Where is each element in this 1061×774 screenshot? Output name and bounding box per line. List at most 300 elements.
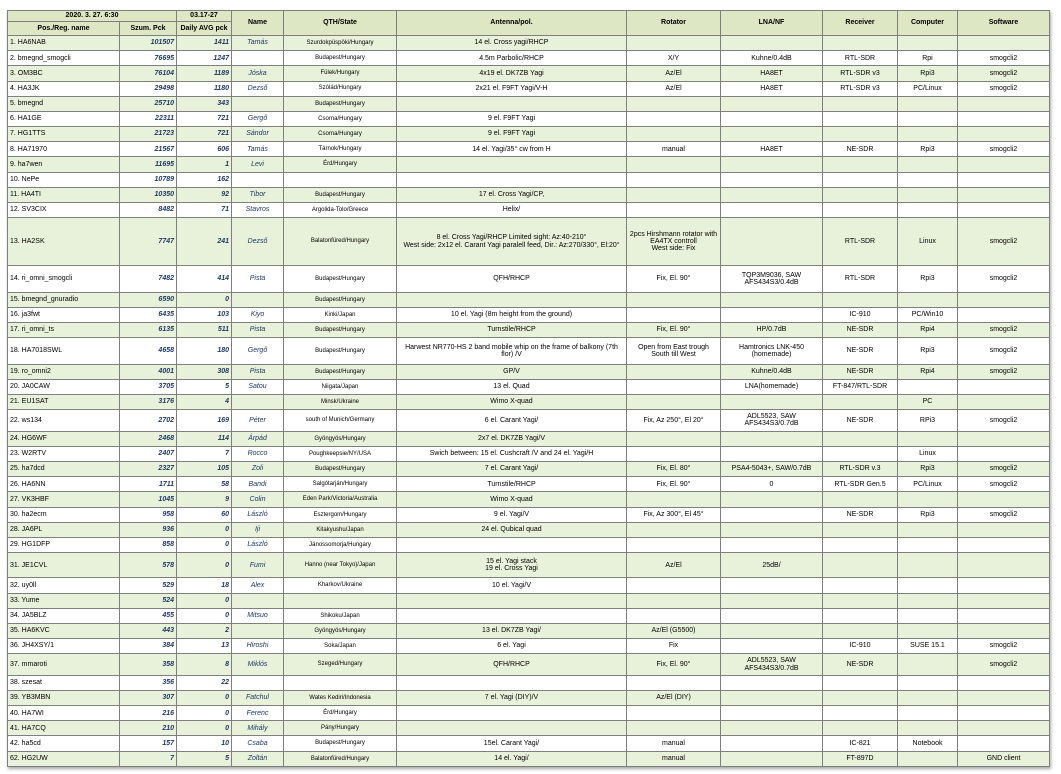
- cell-receiver: [823, 492, 898, 507]
- cell-rotator: Fix, Az 300°, El 45°: [627, 507, 721, 522]
- cell-lna: Kuhne/0.4dB: [721, 364, 823, 379]
- col-rotator: Rotator: [627, 11, 721, 36]
- cell-pos: 26. HA6NN: [8, 477, 120, 492]
- cell-computer: RPi3: [898, 410, 958, 432]
- cell-lna: [721, 292, 823, 307]
- table-row: [8, 706, 1050, 721]
- cell-software: [958, 395, 1050, 410]
- cell-software: [958, 492, 1050, 507]
- cell-daily-avg: 103: [177, 307, 232, 322]
- cell-computer: [898, 553, 958, 578]
- cell-receiver: [823, 292, 898, 307]
- cell-rotator: Az/El: [627, 553, 721, 578]
- cell-receiver: RTL-SDR: [823, 218, 898, 266]
- cell-software: smogcli2: [958, 51, 1050, 66]
- table-row: [8, 608, 1050, 623]
- cell-receiver: NE-SDR: [823, 507, 898, 522]
- cell-receiver: NE-SDR: [823, 410, 898, 432]
- table-row: [8, 654, 1050, 676]
- table-row: [8, 202, 1050, 217]
- cell-daily-avg: 1180: [177, 81, 232, 96]
- cell-computer: [898, 379, 958, 394]
- table-body: [8, 36, 1050, 767]
- cell-lna: HA8ET: [721, 142, 823, 157]
- cell-daily-avg: 2: [177, 623, 232, 638]
- cell-lna: PSA4-5043+, SAW/0.7dB: [721, 462, 823, 477]
- cell-szum-pck: 3705: [120, 379, 177, 394]
- cell-receiver: [823, 446, 898, 461]
- cell-name: Colin: [232, 492, 284, 507]
- cell-pos: 20. JA0CAW: [8, 379, 120, 394]
- cell-software: [958, 172, 1050, 187]
- table-row: [8, 690, 1050, 705]
- cell-qth: Fülek/Hungary: [284, 66, 397, 81]
- cell-rotator: [627, 578, 721, 593]
- cell-szum-pck: 7482: [120, 266, 177, 293]
- cell-name: Pista: [232, 364, 284, 379]
- cell-receiver: [823, 675, 898, 690]
- cell-receiver: [823, 157, 898, 172]
- cell-daily-avg: 721: [177, 111, 232, 126]
- table-row: [8, 446, 1050, 461]
- cell-computer: [898, 492, 958, 507]
- cell-daily-avg: 5: [177, 379, 232, 394]
- cell-antenna: 13 el. Quad: [397, 379, 627, 394]
- cell-rotator: [627, 446, 721, 461]
- cell-antenna: 15 el. Yagi stack 19 el. Cross Yagi: [397, 553, 627, 578]
- cell-computer: [898, 111, 958, 126]
- cell-qth: Csorna/Hungary: [284, 111, 397, 126]
- cell-daily-avg: 5: [177, 751, 232, 766]
- cell-szum-pck: 529: [120, 578, 177, 593]
- col-receiver: Receiver: [823, 11, 898, 36]
- table-row: [8, 410, 1050, 432]
- cell-antenna: [397, 608, 627, 623]
- cell-daily-avg: 308: [177, 364, 232, 379]
- cell-pos: 38. szesat: [8, 675, 120, 690]
- cell-antenna: 17 el. Cross Yagi/CP,: [397, 187, 627, 202]
- cell-daily-avg: 4: [177, 395, 232, 410]
- cell-daily-avg: 0: [177, 690, 232, 705]
- cell-rotator: manual: [627, 736, 721, 751]
- cell-pos: 17. ri_omni_ts: [8, 323, 120, 338]
- cell-daily-avg: 0: [177, 522, 232, 537]
- cell-antenna: Turnstile/RHCP: [397, 477, 627, 492]
- cell-name: Iji: [232, 522, 284, 537]
- cell-name: Pista: [232, 266, 284, 293]
- cell-software: smogcli2: [958, 338, 1050, 365]
- cell-receiver: NE-SDR: [823, 338, 898, 365]
- cell-name: Sándor: [232, 127, 284, 142]
- cell-software: smogcli2: [958, 654, 1050, 676]
- cell-daily-avg: 18: [177, 578, 232, 593]
- cell-lna: [721, 172, 823, 187]
- cell-name: Mitsuo: [232, 608, 284, 623]
- cell-lna: [721, 446, 823, 461]
- cell-receiver: [823, 172, 898, 187]
- cell-szum-pck: 958: [120, 507, 177, 522]
- cell-qth: Budapest/Hungary: [284, 364, 397, 379]
- cell-receiver: IC-910: [823, 307, 898, 322]
- cell-receiver: RTL-SDR v3: [823, 81, 898, 96]
- cell-software: [958, 202, 1050, 217]
- cell-daily-avg: 13: [177, 639, 232, 654]
- cell-antenna: 9 el. Yagi/V: [397, 507, 627, 522]
- cell-daily-avg: 0: [177, 537, 232, 552]
- cell-name: Mihály: [232, 721, 284, 736]
- cell-name: Hiroshi: [232, 639, 284, 654]
- cell-daily-avg: 58: [177, 477, 232, 492]
- cell-antenna: [397, 96, 627, 111]
- cell-pos: 16. ja3fwt: [8, 307, 120, 322]
- cell-szum-pck: 7747: [120, 218, 177, 266]
- cell-pos: 41. HA7CQ: [8, 721, 120, 736]
- cell-rotator: [627, 202, 721, 217]
- cell-antenna: [397, 675, 627, 690]
- cell-lna: [721, 721, 823, 736]
- cell-name: Miklós: [232, 654, 284, 676]
- cell-receiver: RTL-SDR v3: [823, 66, 898, 81]
- cell-receiver: [823, 553, 898, 578]
- cell-qth: Poughkeepsie/NY/USA: [284, 446, 397, 461]
- cell-name: Zoli: [232, 462, 284, 477]
- cell-qth: Pány/Hungary: [284, 721, 397, 736]
- table-row: [8, 36, 1050, 51]
- col-lna: LNA/NF: [721, 11, 823, 36]
- cell-name: Jóska: [232, 66, 284, 81]
- cell-name: [232, 675, 284, 690]
- cell-rotator: Fix, El. 90°: [627, 266, 721, 293]
- cell-daily-avg: 9: [177, 492, 232, 507]
- cell-antenna: [397, 292, 627, 307]
- cell-daily-avg: 0: [177, 721, 232, 736]
- cell-lna: Hamtronics LNK-450 (homemade): [721, 338, 823, 365]
- cell-pos: 18. HA7018SWL: [8, 338, 120, 365]
- cell-lna: [721, 96, 823, 111]
- cell-pos: 36. JH4XSY/1: [8, 639, 120, 654]
- cell-qth: Budapest/Hungary: [284, 51, 397, 66]
- cell-receiver: NE-SDR: [823, 654, 898, 676]
- cell-name: Zoltán: [232, 751, 284, 766]
- cell-daily-avg: 22: [177, 675, 232, 690]
- cell-daily-avg: 1411: [177, 36, 232, 51]
- col-software: Software: [958, 11, 1050, 36]
- cell-lna: Kuhne/0.4dB: [721, 51, 823, 66]
- cell-name: [232, 51, 284, 66]
- cell-computer: [898, 706, 958, 721]
- report-range: 03.17-27: [177, 11, 232, 22]
- cell-pos: 13. HA2SK: [8, 218, 120, 266]
- cell-qth: Minsk/Ukraine: [284, 395, 397, 410]
- cell-rotator: [627, 522, 721, 537]
- cell-antenna: [397, 593, 627, 608]
- cell-receiver: [823, 187, 898, 202]
- cell-pos: 6. HA1GE: [8, 111, 120, 126]
- cell-name: Stavros: [232, 202, 284, 217]
- cell-pos: 32. uy0ll: [8, 578, 120, 593]
- table-row: [8, 187, 1050, 202]
- cell-name: Ferenc: [232, 706, 284, 721]
- cell-qth: [284, 172, 397, 187]
- cell-szum-pck: 7: [120, 751, 177, 766]
- cell-antenna: Harwest NR770-HS 2 band mobile whip on the frame of balkony (7th flor) /V: [397, 338, 627, 365]
- cell-szum-pck: 4001: [120, 364, 177, 379]
- cell-computer: Rpi: [898, 51, 958, 66]
- cell-computer: [898, 292, 958, 307]
- cell-szum-pck: 443: [120, 623, 177, 638]
- cell-rotator: [627, 307, 721, 322]
- cell-daily-avg: 721: [177, 127, 232, 142]
- cell-pos: 28. JA6PL: [8, 522, 120, 537]
- cell-lna: 0: [721, 477, 823, 492]
- cell-daily-avg: 60: [177, 507, 232, 522]
- cell-rotator: Fix, El. 80°: [627, 462, 721, 477]
- table-row: [8, 292, 1050, 307]
- cell-antenna: 14 el. Yagi/35° cw from H: [397, 142, 627, 157]
- cell-software: smogcli2: [958, 266, 1050, 293]
- cell-lna: [721, 218, 823, 266]
- cell-receiver: [823, 690, 898, 705]
- cell-szum-pck: 578: [120, 553, 177, 578]
- cell-lna: TQP3M9036, SAW AFS434S3/0.4dB: [721, 266, 823, 293]
- cell-software: smogcli2: [958, 410, 1050, 432]
- cell-antenna: 15el. Carant Yagi/: [397, 736, 627, 751]
- cell-receiver: [823, 623, 898, 638]
- cell-name: Csaba: [232, 736, 284, 751]
- cell-qth: Tárnok/Hungary: [284, 142, 397, 157]
- cell-daily-avg: 7: [177, 446, 232, 461]
- cell-pos: 8. HA71970: [8, 142, 120, 157]
- cell-antenna: Swich between: 15 el. Cushcraft /V and 24 el. Yagi/H: [397, 446, 627, 461]
- cell-qth: Érd/Hungary: [284, 706, 397, 721]
- cell-szum-pck: 8482: [120, 202, 177, 217]
- cell-name: Bandi: [232, 477, 284, 492]
- cell-computer: Rpi3: [898, 338, 958, 365]
- cell-qth: Kharkov/Ukraine: [284, 578, 397, 593]
- cell-qth: Argolida-Tolo/Greece: [284, 202, 397, 217]
- cell-daily-avg: 92: [177, 187, 232, 202]
- cell-software: smogcli2: [958, 639, 1050, 654]
- cell-software: [958, 187, 1050, 202]
- cell-pos: 1. HA6NAB: [8, 36, 120, 51]
- table-row: [8, 364, 1050, 379]
- cell-daily-avg: 71: [177, 202, 232, 217]
- cell-lna: [721, 675, 823, 690]
- cell-name: [232, 292, 284, 307]
- cell-computer: Rpi3: [898, 462, 958, 477]
- cell-receiver: [823, 395, 898, 410]
- cell-antenna: Helix/: [397, 202, 627, 217]
- cell-rotator: [627, 292, 721, 307]
- cell-rotator: Open from East trough South till West: [627, 338, 721, 365]
- cell-pos: 35. HA6KVC: [8, 623, 120, 638]
- cell-szum-pck: 3176: [120, 395, 177, 410]
- cell-receiver: [823, 36, 898, 51]
- cell-receiver: RTL-SDR: [823, 51, 898, 66]
- cell-name: Fumi: [232, 553, 284, 578]
- cell-lna: [721, 431, 823, 446]
- cell-pos: 42. ha5cd: [8, 736, 120, 751]
- cell-rotator: [627, 675, 721, 690]
- cell-computer: SUSE 15.1: [898, 639, 958, 654]
- cell-name: Rocco: [232, 446, 284, 461]
- cell-pos: 7. HG1TTS: [8, 127, 120, 142]
- cell-lna: [721, 507, 823, 522]
- cell-lna: LNA(homemade): [721, 379, 823, 394]
- cell-computer: [898, 202, 958, 217]
- cell-computer: [898, 127, 958, 142]
- cell-receiver: [823, 111, 898, 126]
- table-row: [8, 266, 1050, 293]
- cell-daily-avg: 1247: [177, 51, 232, 66]
- cell-pos: 29. HG1DFP: [8, 537, 120, 552]
- cell-szum-pck: 210: [120, 721, 177, 736]
- cell-computer: [898, 608, 958, 623]
- table-row: [8, 323, 1050, 338]
- cell-daily-avg: 1189: [177, 66, 232, 81]
- cell-receiver: [823, 608, 898, 623]
- cell-software: [958, 127, 1050, 142]
- cell-szum-pck: 4658: [120, 338, 177, 365]
- cell-antenna: 7 el. Carant Yagi/: [397, 462, 627, 477]
- cell-antenna: 9 el. F9FT Yagi: [397, 111, 627, 126]
- cell-rotator: [627, 127, 721, 142]
- cell-szum-pck: 2327: [120, 462, 177, 477]
- cell-computer: Rpi4: [898, 323, 958, 338]
- cell-daily-avg: 8: [177, 654, 232, 676]
- cell-software: smogcli2: [958, 218, 1050, 266]
- cell-daily-avg: 1: [177, 157, 232, 172]
- cell-software: [958, 537, 1050, 552]
- cell-name: Árpád: [232, 431, 284, 446]
- cell-name: Fatchul: [232, 690, 284, 705]
- cell-pos: 40. HA7WI: [8, 706, 120, 721]
- cell-rotator: [627, 111, 721, 126]
- cell-receiver: FT-847/RTL-SDR: [823, 379, 898, 394]
- cell-rotator: Az/El (G5500): [627, 623, 721, 638]
- cell-name: [232, 172, 284, 187]
- cell-software: [958, 593, 1050, 608]
- cell-qth: Budapest/Hungary: [284, 462, 397, 477]
- cell-name: Levi: [232, 157, 284, 172]
- cell-receiver: IC-821: [823, 736, 898, 751]
- cell-antenna: Turnstile/RHCP: [397, 323, 627, 338]
- cell-antenna: 10 el. Yagi (8m height from the ground): [397, 307, 627, 322]
- cell-antenna: [397, 537, 627, 552]
- cell-qth: Budapest/Hungary: [284, 266, 397, 293]
- cell-lna: [721, 492, 823, 507]
- cell-software: [958, 578, 1050, 593]
- cell-computer: [898, 187, 958, 202]
- cell-antenna: [397, 157, 627, 172]
- cell-receiver: RTL-SDR v.3: [823, 462, 898, 477]
- cell-rotator: [627, 187, 721, 202]
- cell-name: Dezső: [232, 218, 284, 266]
- cell-rotator: manual: [627, 751, 721, 766]
- cell-computer: Notebook: [898, 736, 958, 751]
- cell-antenna: 7 el. Yagi (DIY)/V: [397, 690, 627, 705]
- cell-software: [958, 307, 1050, 322]
- cell-antenna: 9 el. F9FT Yagi: [397, 127, 627, 142]
- table-row: [8, 111, 1050, 126]
- cell-name: Péter: [232, 410, 284, 432]
- cell-szum-pck: 10789: [120, 172, 177, 187]
- cell-rotator: [627, 96, 721, 111]
- cell-computer: Linux: [898, 446, 958, 461]
- cell-qth: Szurdokpüspöki/Hungary: [284, 36, 397, 51]
- cell-lna: [721, 187, 823, 202]
- table-row: [8, 431, 1050, 446]
- table-row: [8, 66, 1050, 81]
- table-row: [8, 721, 1050, 736]
- cell-rotator: Az/El: [627, 66, 721, 81]
- cell-name: Satou: [232, 379, 284, 394]
- cell-antenna: 24 el. Qubical quad: [397, 522, 627, 537]
- cell-software: [958, 36, 1050, 51]
- cell-lna: HA8ET: [721, 81, 823, 96]
- cell-pos: 25. ha7dcd: [8, 462, 120, 477]
- cell-antenna: [397, 706, 627, 721]
- cell-rotator: [627, 36, 721, 51]
- cell-receiver: [823, 706, 898, 721]
- cell-qth: Esztergom/Hungary: [284, 507, 397, 522]
- cell-computer: [898, 721, 958, 736]
- cell-computer: [898, 522, 958, 537]
- cell-name: Gergő: [232, 338, 284, 365]
- cell-rotator: [627, 364, 721, 379]
- cell-software: [958, 446, 1050, 461]
- cell-daily-avg: 180: [177, 338, 232, 365]
- cell-software: [958, 690, 1050, 705]
- cell-rotator: Az/El (DIY): [627, 690, 721, 705]
- table-row: [8, 736, 1050, 751]
- cell-daily-avg: 162: [177, 172, 232, 187]
- cell-qth: Niigata/Japan: [284, 379, 397, 394]
- cell-software: [958, 706, 1050, 721]
- cell-lna: [721, 623, 823, 638]
- cell-pos: 30. ha2ecm: [8, 507, 120, 522]
- cell-computer: [898, 623, 958, 638]
- table-row: [8, 751, 1050, 766]
- cell-pos: 27. VK3HBF: [8, 492, 120, 507]
- cell-software: [958, 292, 1050, 307]
- cell-receiver: NE-SDR: [823, 323, 898, 338]
- cell-receiver: RTL-SDR: [823, 266, 898, 293]
- cell-lna: [721, 706, 823, 721]
- cell-pos: 21. EU1SAT: [8, 395, 120, 410]
- cell-antenna: 10 el. Yagi/V: [397, 578, 627, 593]
- cell-daily-avg: 241: [177, 218, 232, 266]
- cell-software: smogcli2: [958, 66, 1050, 81]
- cell-lna: [721, 111, 823, 126]
- table-row: [8, 218, 1050, 266]
- cell-szum-pck: 2702: [120, 410, 177, 432]
- cell-qth: Csorna/Hungary: [284, 127, 397, 142]
- cell-name: László: [232, 537, 284, 552]
- cell-rotator: [627, 537, 721, 552]
- cell-computer: [898, 654, 958, 676]
- cell-computer: [898, 675, 958, 690]
- cell-software: [958, 608, 1050, 623]
- table-row: [8, 51, 1050, 66]
- cell-rotator: Fix: [627, 639, 721, 654]
- cell-pos: 62. HG2UW: [8, 751, 120, 766]
- cell-daily-avg: 0: [177, 593, 232, 608]
- cell-szum-pck: 2468: [120, 431, 177, 446]
- cell-name: [232, 623, 284, 638]
- cell-rotator: 2pcs Hirshmann rotator with EA4TX controll West side: Fix: [627, 218, 721, 266]
- cell-szum-pck: 10350: [120, 187, 177, 202]
